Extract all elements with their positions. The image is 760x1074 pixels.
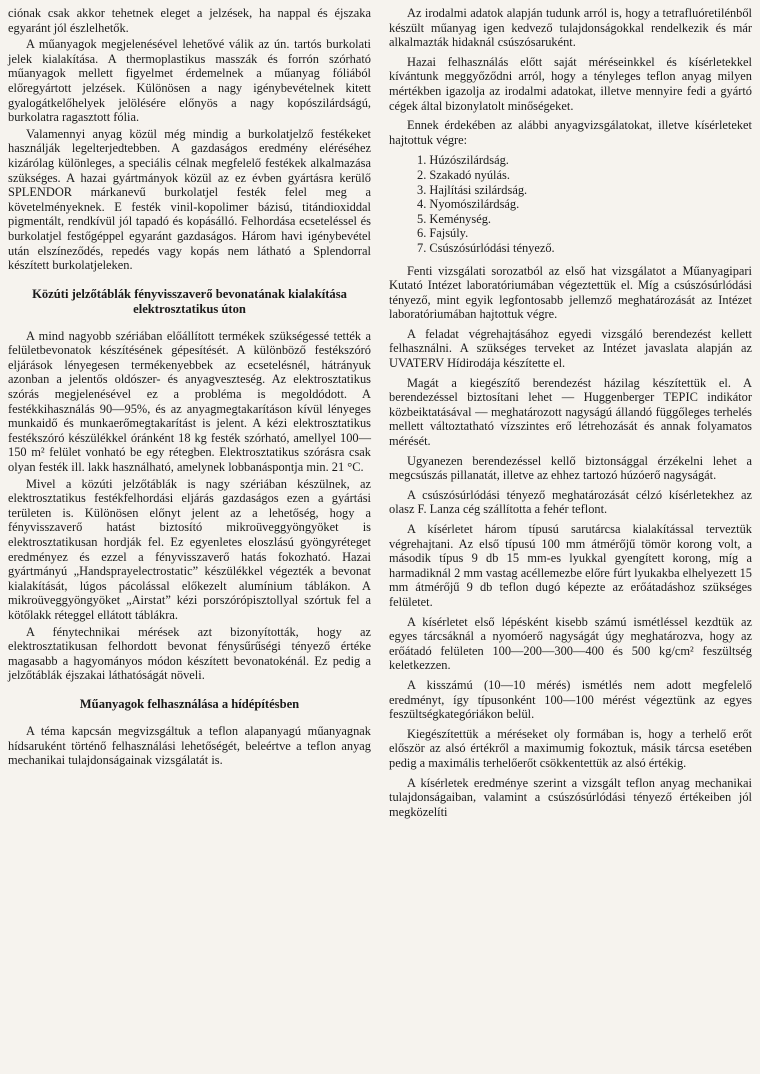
paragraph: Ennek érdekében az alábbi anyagvizsgálatokat, illetve kísérleteket hajtottuk végre: [389,118,752,147]
paragraph: A kísérletek eredménye szerint a vizsgált teflon anyag mechanikai tulajdonságaiban, valamint a csúszósúrlódási tényező értékeiben jól megközelíti [389,775,752,819]
paragraph: A műanyagok megjelenésével lehetővé válik az ún. tartós burkolati jelek kialakítása. A thermoplastikus masszák és forrón szórható műanyagok mellett figyelmet érdemelnek a műanyag fóliából előregyártott jelzések. Különösen a nagy igénybevételnek kitett gyalogátkelőhelyek jelölésére előnyös a nagy kopószilárdságú, burkolatra ragasztott fólia. [8,37,371,125]
section-heading: Műanyagok felhasználása a hídépítésben [79,696,300,711]
right-column [389,6,752,824]
paragraph: Az irodalmi adatok alapján tudunk arról is, hogy a tetrafluóretilénből készült műanyag igen kedvező tulajdonságokkal rendelkezik és már alkalmazták hidaknál csúszósaruként. [389,6,752,50]
two-column-body [8,6,752,824]
test-list [389,153,752,255]
paragraph: A kísérletet első lépésként kisebb számú ismétléssel kezdtük az egyes tárcsáknál a nyomóerő nagyságát úgy meghatározva, hogy az erőátadó felületen 100—200—300—400 és 500 kg/cm² feszültség keletkezzen. [389,614,752,673]
paragraph: Fenti vizsgálati sorozatból az első hat vizsgálatot a Műanyagipari Kutató Intézet laboratóriumában végeztettük el. Míg a csúszósúrlódási tényező, mint egyik legfontosabb jellemző meghatározását az Intézet laboratóriumában hajtottuk végre. [389,263,752,322]
list-item: 5. Keménység. [417,211,491,226]
paragraph: Hazai felhasználás előtt saját méréseinkkel és kísérletekkel kívántunk meggyőződni arról, hogy a tényleges teflon anyag milyen mértékben igazolja az irodalmi adatokat, illetve mennyire fedi a gyártó cégek által bizonylatolt minőségeket. [389,54,752,113]
paragraph: A téma kapcsán megvizsgáltuk a teflon alapanyagú műanyagnak hídsaruként történő felhasználási lehetőségét, beleértve a teflon anyag mechanikai tulajdonságainak vizsgálatát is. [8,723,371,768]
paragraph: Kiegészítettük a méréseket oly formában is, hogy a terhelő erőt először az alsó értékről a maximumig fokoztuk, másik tárcsa esetében pedig a maximális terhelőerőt csökkentettük az alsó értékig. [389,726,752,770]
paragraph: Mivel a közúti jelzőtáblák is nagy szériában készülnek, az elektrosztatikus festékfelhordási eljárás gazdaságos ezen a gyártási területen is. Különösen előnyt jelent az a lehetőség, hogy a fényvisszaverő hatást biztosító mikroüveggyöngyöket is elektrosztatikusan hordják fel. Ez egyenletes eloszlású gyöngyréteget eredményez és ezzel a fényvisszaverő hatás fokozható. Hazai gyártmányú „Handsprayelectrostatic” készülékkel végezték a bevonat kialakítását, lúgos pácolással előkezelt alumínium táblákon. A mikroüveggyöngyöket „Airstat” kézi porszórópisztollyal szórtuk fel a kötőlakk réteggel ellátott táblákra. [8,476,371,622]
section-heading: Közúti jelzőtáblák fényvisszaverő bevonatának kialakítása elektrosztatikus úton [32,286,347,316]
paragraph: A kisszámú (10—10 mérés) ismétlés nem adott megfelelő eredményt, így típusonként 100—100 mérést végeztünk az egyes feszültségkategóriákon belül. [389,677,752,722]
paragraph: A csúszósúrlódási tényező meghatározását célzó kísérletekhez az olasz F. Lanza cég szállította a fehér teflont. [389,487,752,517]
list-item: 1. Húzószilárdság. [417,153,509,168]
left-column [8,6,371,824]
paragraph: Ugyanezen berendezéssel kellő biztonsággal érzékelni lehet a megcsúszás pillanatát, illetve az ehhez tartozó húzóerő nagyságát. [389,453,752,483]
paragraph: A feladat végrehajtásához egyedi vizsgáló berendezést kellett felhasználni. A szükséges terveket az Intézet javaslata alapján az UVATERV Hídirodája készítette el. [389,326,752,371]
list-item: 4. Nyomószilárdság. [417,197,520,212]
paragraph: Magát a kiegészítő berendezést házilag készítettük el. A berendezéssel biztosítani lehet — Huggenberger TEPIC indikátor közbeiktatásával — meghatározott nagyságú állandó függőleges terhelés mellett változtatható vízszintes erő létrehozását és annak folyamatos mérését. [389,375,752,449]
paragraph: A mind nagyobb szériában előállított termékek szükségessé tették a felületbevonatok készítésének gépesítését. A különböző festékszóró eljárások lényegesen termékenyebbek az ecsetelésnél, hátrányuk azonban a jelentős oldószer- és anyagveszteség. Az elektrosztatikus szórás megjelenésével ez a probléma is megoldódott. A festékkihasználás 90—95%, és az anyagmegtakarításon kívül lényeges munkaidő és munkaerőmegtakarítást is jelent. A kézi elektrosztatikus festékszóró készülékkel óránként 18 kg festék szórható, amellyel 100—150 m² felület vonható be egy rétegben. Elektrosztatikus szórásra csak olyan festék ill. lakk használható, amelynek lobbanáspontja min. 21 °C. [8,328,371,475]
paragraph: ciónak csak akkor tehetnek eleget a jelzések, ha nappal és éjszaka egyaránt jól észlelhetők. [8,6,371,35]
list-item: 7. Csúszósúrlódási tényező. [417,240,555,255]
paragraph: Valamennyi anyag közül még mindig a burkolatjelző festékeket használják legelterjedtebben. A gazdaságos eredmény eléréséhez kizárólag különleges, a speciális célnak megfelelő festékek alkalmazása szükséges. A hazai gyártmányok közül az ez évben gyártásra kerülő SPLENDOR márkanevű burkolatjel festék felel meg a követelményeknek. E festék vinil-kopolimer bázisú, titándioxiddal pigmentált, rendkívül jól tapadó és kopásálló. Felhordása ecseteléssel és burkolatjel festőgéppel egyaránt gazdaságos. Három havi igénybevétel után elszíneződés, repedés vagy kopás nem látható a Splendorral készített burkolatjeleken. [8,126,371,273]
list-item: 6. Fajsúly. [417,226,469,241]
paragraph: A kísérletet három típusú sarutárcsa kialakítással terveztük végrehajtani. Az első típusú 100 mm átmérőjű tömör korong volt, a második típus 9 db 15 mm-es lyukkal gyengített korong, míg a harmadiknál 2 mm vastag acéllemezbe előre fúrt lyukakba elhelyezett 15 mm átmérőjű 9 db teflon dugó képezte az erőátadáshoz szükséges felületet. [389,522,752,609]
list-item: 3. Hajlítási szilárdság. [417,182,528,197]
list-item: 2. Szakadó nyúlás. [417,167,510,182]
paragraph: A fénytechnikai mérések azt bizonyították, hogy az elektrosztatikusan felhordott bevonat fénysűrűségi tényező értéke magasabb a hagyományos módon készített bevonatokénál. Ez pedig a jelzőtáblák éjszakai láthatóságát növeli. [8,624,371,683]
